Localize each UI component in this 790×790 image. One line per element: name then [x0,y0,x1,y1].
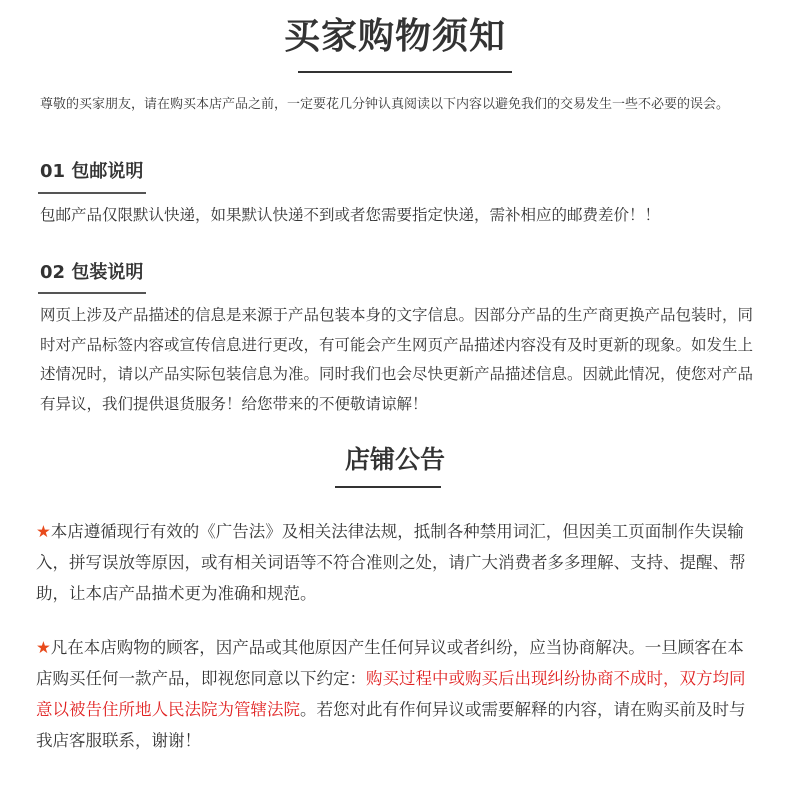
title-underline [298,71,512,73]
section-heading-shipping: 01 包邮说明 [40,161,144,182]
notice-paragraph-2 [36,632,758,756]
notice-title: 店铺公告 [344,445,445,474]
section-body-packaging: 网页上涉及产品描述的信息是来源于产品包装本身的文字信息。因部分产品的生产商更换产品包装时，同时对产品标签内容或宣传信息进行更改，有可能会产生网页产品描述内容没有及时更新的现象。如发生上述情况时，请以产品实际包装信息为准。同时我们也会尽快更新产品描述信息。因就此情况，使您对产品有异议，我们提供退货服务！给您带来的不便敬请谅解！ [40,306,754,413]
notice-paragraph-1-text: 本店遵循现行有效的《广告法》及相关法律法规，抵制各种禁用词汇，但因美工页面制作失误输入，拼写误放等原因，或有相关词语等不符合准则之处，请广大消费者多多理解、支持、提醒、帮助，让本店产品描术更为准确和规范。 [36,522,746,603]
notice-paragraph-2-text: 凡在本店购物的顾客，因产品或其他原因产生任何异议或者纠纷，应当协商解决。一旦顾客在本店购买任何一款产品，即视您同意以下约定： [36,638,744,688]
section-underline-shipping [38,192,146,194]
page-title: 买家购物须知 [283,16,506,57]
section-heading-packaging: 02 包装说明 [40,262,144,283]
notice-paragraph-2-highlight: 购买过程中或购买后出现纠纷协商不成时，双方均同意以被告住所地人民法院为管辖法院 [36,669,746,719]
notice-title-underline [335,486,441,488]
star-icon: ★ [36,638,51,657]
notice-paragraph-2-ending: 。若您对此有作何异议或需要解释的内容，请在购买前及时与我店客服联系，谢谢！ [36,700,746,750]
notice-paragraph-1 [36,516,758,609]
section-body-shipping: 包邮产品仅限默认快递，如果默认快递不到或者您需要指定快递，需补相应的邮费差价！！ [40,206,661,224]
star-icon: ★ [36,522,51,541]
section-underline-packaging [38,292,146,294]
intro-text: 尊敬的买家朋友，请在购买本店产品之前，一定要花几分钟认真阅读以下内容以避免我们的交易发生一些不必要的误会。 [40,97,730,112]
